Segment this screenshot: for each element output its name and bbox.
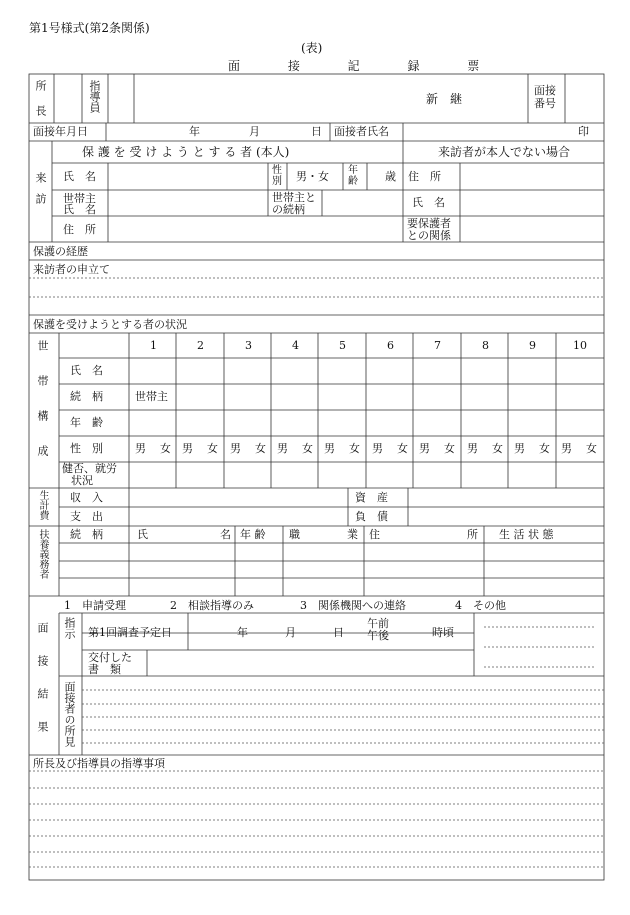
debt-label: 負 債 <box>355 510 388 523</box>
protected-rel-label-2: との関係 <box>407 229 451 242</box>
relation-label-1: 世帯主と <box>272 191 316 204</box>
sex-male: 男 <box>277 442 288 455</box>
interviewer-name-label: 面接者氏名 <box>334 125 389 138</box>
householder-label-1: 世帯主 <box>63 192 96 205</box>
result-option-4: 4 その他 <box>455 599 506 612</box>
survey-pm: 午後 <box>367 629 389 642</box>
support-col-address-2: 所 <box>467 528 478 541</box>
row-label-name: 氏 名 <box>70 364 103 377</box>
result-option-3: 3 関係機関への連絡 <box>300 599 406 612</box>
relation-label-2: の続柄 <box>272 203 305 216</box>
director-notes-label: 所長及び指導員の指導事項 <box>33 757 165 770</box>
sex-female: 女 <box>444 442 455 455</box>
issued-docs-label-2: 書 類 <box>88 663 121 676</box>
survey-am: 午前 <box>367 617 389 630</box>
row-label-health-2: 状況 <box>71 474 93 487</box>
sex-male: 男 <box>182 442 193 455</box>
visitor-name-label: 氏 名 <box>412 196 445 209</box>
date-day: 日 <box>311 125 322 138</box>
instruction-label: 指示 <box>63 617 76 639</box>
sex-female: 女 <box>349 442 360 455</box>
new-continue: 新 継 <box>426 92 463 106</box>
col-header: 7 <box>434 339 441 352</box>
household-composition-label: 世帯構成 <box>36 340 49 480</box>
form-title: 面 接 記 録 票 <box>228 59 502 73</box>
protected-person-header: 保 護 を 受 け よ う と す る 者 (本人) <box>82 145 290 159</box>
result-option-1: 1 申請受理 <box>64 599 126 612</box>
income-label: 収 入 <box>70 491 103 504</box>
sex-label: 性別 <box>272 165 282 187</box>
age-unit: 歳 <box>385 170 396 183</box>
name-label: 氏 名 <box>63 170 96 183</box>
status-title: 保護を受けようとする者の状況 <box>33 318 187 331</box>
support-col-age: 年 齢 <box>240 528 266 541</box>
livelihood-label: 生計費 <box>37 490 48 520</box>
sex-female: 女 <box>160 442 171 455</box>
support-col-surname: 氏 <box>137 528 148 541</box>
sex-female: 女 <box>302 442 313 455</box>
sex-male: 男 <box>467 442 478 455</box>
col-header: 1 <box>150 339 157 352</box>
support-col-address-1: 住 <box>369 528 380 541</box>
address-label: 住 所 <box>63 223 96 236</box>
interviewer-opinion-label: 面接者の所見 <box>63 681 76 747</box>
date-month: 月 <box>249 125 260 138</box>
householder-label-2: 氏 名 <box>63 203 96 216</box>
sex-female: 女 <box>255 442 266 455</box>
survey-hour: 時頃 <box>432 626 454 639</box>
instructor-label: 指導員 <box>88 80 101 113</box>
protected-rel-label-1: 要保護者 <box>407 217 451 230</box>
row-label-sex: 性 別 <box>70 442 103 455</box>
col-header: 6 <box>387 339 394 352</box>
interview-date-label: 面接年月日 <box>33 125 88 138</box>
survey-month: 月 <box>285 626 296 639</box>
sex-male: 男 <box>135 442 146 455</box>
survey-day: 日 <box>333 626 344 639</box>
statement-label: 来訪者の申立て <box>33 263 110 276</box>
sex-male: 男 <box>561 442 572 455</box>
col-header: 2 <box>197 339 204 352</box>
sex-female: 女 <box>492 442 503 455</box>
sex-female: 女 <box>586 442 597 455</box>
sex-male: 男 <box>230 442 241 455</box>
visitor-header: 来訪者が本人でない場合 <box>438 145 571 159</box>
history-label: 保護の経歴 <box>33 245 88 258</box>
support-col-occupation-1: 職 <box>289 528 300 541</box>
expense-label: 支 出 <box>70 510 103 523</box>
visitor-address-label: 住 所 <box>408 170 441 183</box>
visit-label: 来訪 <box>34 172 47 214</box>
sex-male: 男 <box>514 442 525 455</box>
support-obligor-label: 扶養義務者 <box>37 529 48 579</box>
seal-mark: 印 <box>578 125 589 138</box>
col-header: 8 <box>482 339 489 352</box>
survey-year: 年 <box>237 626 248 639</box>
support-col-occupation-2: 業 <box>347 528 358 541</box>
date-year: 年 <box>189 125 200 138</box>
col-header: 5 <box>339 339 346 352</box>
support-col-living: 生 活 状 態 <box>499 528 554 541</box>
sex-options: 男・女 <box>296 170 329 183</box>
sex-male: 男 <box>419 442 430 455</box>
row-label-age: 年 齢 <box>70 416 103 429</box>
sex-male: 男 <box>324 442 335 455</box>
sex-male: 男 <box>372 442 383 455</box>
sex-female: 女 <box>539 442 550 455</box>
head-of-household: 世帯主 <box>135 390 168 403</box>
interview-result-label: 面接結果 <box>36 622 49 754</box>
age-label: 年齢 <box>348 165 358 187</box>
first-survey-label: 第1回調査予定日 <box>88 626 172 639</box>
form-side: (表) <box>301 41 323 55</box>
sex-female: 女 <box>397 442 408 455</box>
row-label-relation: 続 柄 <box>70 390 103 403</box>
support-col-given: 名 <box>220 528 231 541</box>
form-number: 第1号様式(第2条関係) <box>29 21 150 35</box>
col-header: 10 <box>573 339 587 352</box>
support-col-relation: 続 柄 <box>70 528 103 541</box>
col-header: 3 <box>245 339 252 352</box>
director-label: 所長 <box>34 80 47 130</box>
assets-label: 資 産 <box>355 491 388 504</box>
col-header: 4 <box>292 339 299 352</box>
result-option-2: 2 相談指導のみ <box>170 599 254 612</box>
sex-female: 女 <box>207 442 218 455</box>
col-header: 9 <box>529 339 536 352</box>
interview-number-label: 面接番号 <box>534 84 556 110</box>
row-label-health-1: 健否、就労 <box>62 462 117 475</box>
issued-docs-label-1: 交付した <box>88 651 132 664</box>
